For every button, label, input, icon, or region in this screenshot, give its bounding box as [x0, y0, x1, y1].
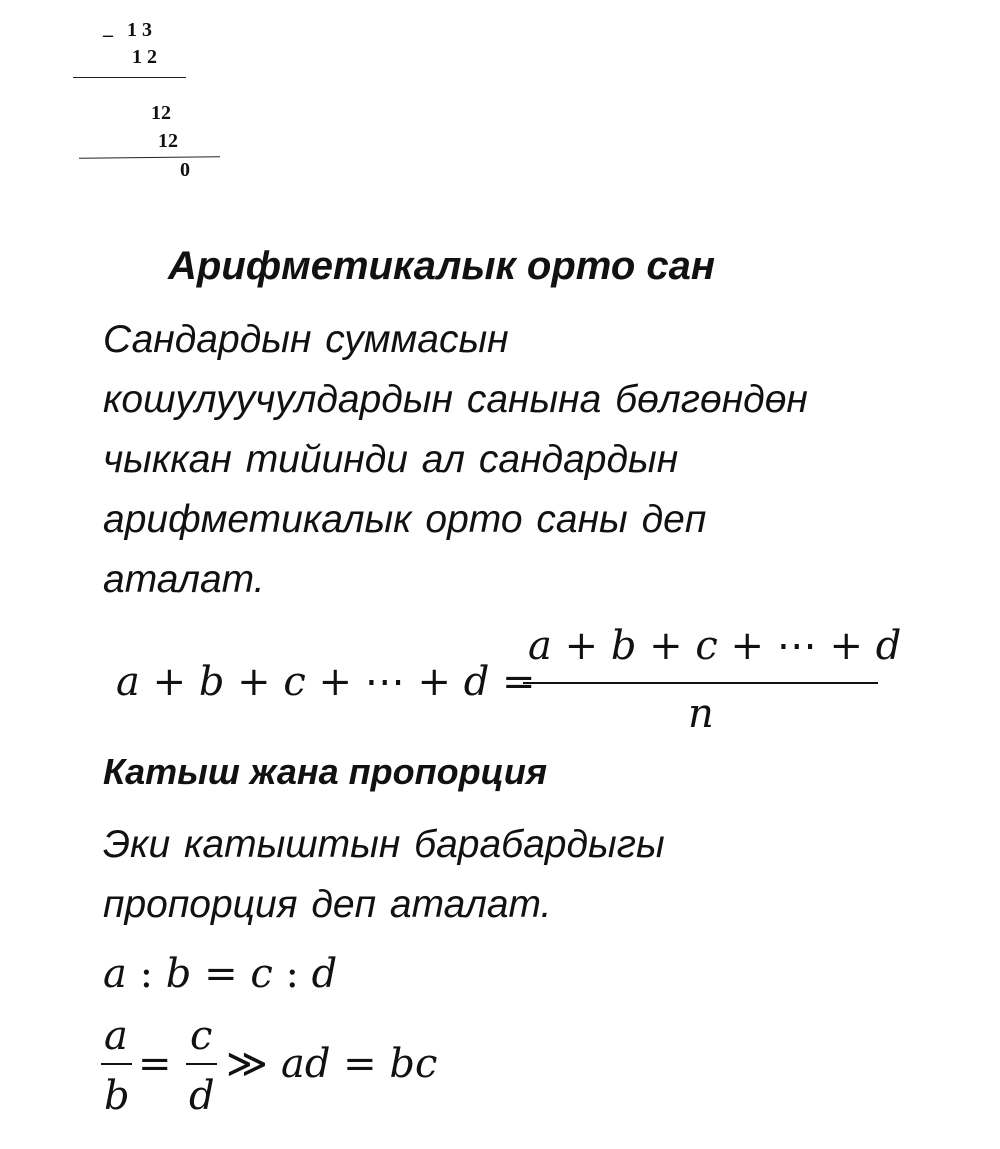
plus-sign: + — [649, 623, 683, 669]
var-c: c — [250, 951, 273, 997]
division-dividend: 1 3 — [127, 19, 152, 41]
proportion-definition-line: Эки катыштын барабардыгы — [103, 823, 665, 866]
mean-formula-numerator — [528, 620, 901, 672]
fraction-2-numerator: c — [190, 1013, 213, 1059]
division-rule-2 — [79, 156, 220, 158]
division-partial: 12 — [151, 102, 171, 124]
division-remainder: 0 — [180, 159, 190, 181]
plus-sign: + — [829, 623, 863, 669]
mean-definition-line: Сандардын суммасын — [103, 318, 509, 361]
mean-fraction-bar — [523, 682, 878, 684]
plus-sign: + — [152, 659, 187, 705]
var-b: b — [165, 951, 192, 997]
var-d: d — [311, 951, 338, 997]
mean-definition — [103, 310, 808, 610]
product-equation — [281, 1040, 437, 1088]
mean-definition-line: кошулуучулдардын санына бөлгөндөн — [103, 378, 808, 421]
var-d: d — [875, 623, 902, 669]
plus-sign: + — [730, 623, 765, 669]
division-subtrahend: 1 2 — [132, 46, 157, 68]
equals-sign: = — [502, 659, 536, 705]
var-a: a — [528, 623, 552, 669]
proportion-definition — [103, 815, 665, 935]
ellipsis: ⋯ — [776, 623, 817, 669]
ellipsis: ⋯ — [364, 659, 405, 705]
implies-sign: ≫ — [226, 1041, 268, 1087]
equals-sign: = — [343, 1041, 377, 1087]
fraction-2-denominator: d — [189, 1073, 215, 1119]
mean-definition-line: аталат. — [103, 558, 265, 601]
var-d: d — [463, 659, 490, 705]
division-rule-1 — [73, 77, 186, 78]
var-a: a — [116, 659, 140, 705]
fraction-equals-sign: = — [138, 1041, 172, 1087]
plus-sign: + — [318, 659, 353, 705]
plus-sign: + — [237, 659, 271, 705]
var-a: a — [103, 951, 127, 997]
plus-sign: + — [417, 659, 451, 705]
product-bc: bc — [389, 1041, 438, 1087]
mean-definition-line: чыккан тийинди ал сандардын — [103, 438, 679, 481]
proportion-heading: Катыш жана пропорция — [103, 751, 548, 792]
division-partial-sub: 12 — [158, 130, 178, 152]
mean-formula-denominator: n — [688, 691, 714, 737]
ratio-equation — [103, 948, 337, 1000]
colon: : — [139, 951, 154, 997]
var-b: b — [198, 659, 225, 705]
mean-definition-line: арифметикалык орто саны деп — [103, 498, 707, 541]
colon: : — [285, 951, 299, 997]
fraction-1-numerator: a — [104, 1013, 128, 1059]
product-ad: ad — [281, 1041, 331, 1087]
var-c: c — [695, 623, 718, 669]
fraction-1-bar — [101, 1063, 132, 1065]
mean-heading: Арифметикалык орто сан — [168, 244, 716, 288]
var-b: b — [610, 623, 637, 669]
division-minus: _ — [103, 17, 113, 39]
plus-sign: + — [564, 623, 599, 669]
proportion-definition-line: пропорция деп аталат. — [103, 883, 552, 926]
equals-sign: = — [204, 951, 238, 997]
fraction-2-bar — [186, 1063, 217, 1065]
fraction-1-denominator: b — [104, 1073, 130, 1119]
var-c: c — [283, 659, 306, 705]
mean-formula-lhs — [116, 656, 536, 708]
